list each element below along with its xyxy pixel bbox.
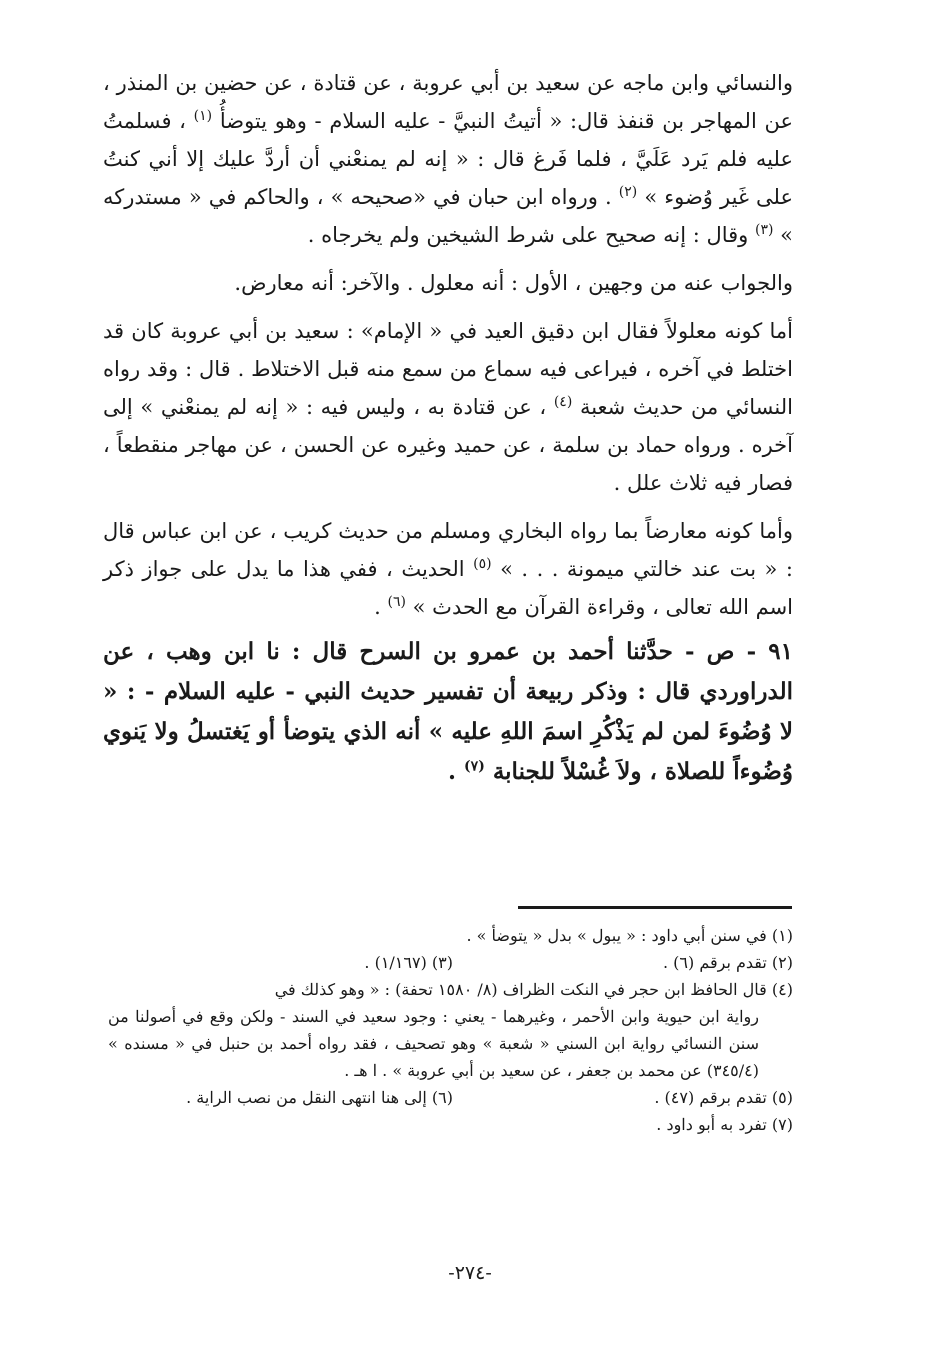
paragraph-1 [103,64,793,254]
footnote-ref-4[interactable]: (٤) [553,394,573,410]
footnote-row-5-6 [108,1084,793,1111]
footnote-4: (٤) قال الحافظ ابن حجر في النكت الظراف (٨/ ١٥٨٠ تحفة) : « وهو كذلك في [274,980,793,999]
paragraph-3 [103,312,793,502]
paragraph-4-text-c: . [374,595,381,619]
paragraph-1-text-a: والنسائي وابن ماجه عن سعيد بن أبي عروبة ، عن قتادة ، عن حضين بن المنذر ، عن المهاجر بن قنفذ قال: « أتيتُ النبيَّ - عليه السلام - وهو يتوضأُ [103,71,793,133]
footnote-1: (١) في سنن أبي داود : « يبول » بدل « يتوضأ » . [466,926,793,945]
footnote-7: (٧) تفرد به أبو داود . [656,1115,793,1134]
paragraph-4-text-a: وأما كونه معارضاً بما رواه البخاري ومسلم من حديث كريب ، عن ابن عباس قال : « بت عند خالتي ميمونة . . . » [103,519,793,581]
paragraph-2: والجواب عنه من وجهين ، الأول : أنه معلول . والآخر: أنه معارض. [234,271,793,295]
page-number: -٢٧٤- [448,1262,492,1284]
footnotes [108,922,793,1138]
main-text [103,64,793,792]
hadith-91 [103,632,793,792]
hadith-text: ٩١ - ص - حدَّثنا أحمد بن عمرو بن السرح قال : نا ابن وهب ، عن الدراوردي قال : وذكر ربيعة أن تفسير حديث النبي - عليه السلام - : « لا وُضُوءَ لمن لم يَذْكُرِ اسمَ اللهِ عليه » أنه الذي يتوضأ أو يَغتسلُ ولا يَنوي وُضُوءاً للصلاة ، ولاَ غُسْلاً للجنابة [103,638,793,785]
footnote-ref-6[interactable]: (٦) [387,594,406,610]
footnote-ref-7[interactable]: (٧) [464,758,485,775]
paragraph-4 [103,512,793,626]
footnote-ref-3[interactable]: (٣) [754,222,774,238]
footnote-divider [518,906,792,909]
footnote-ref-2[interactable]: (٢) [618,184,638,200]
paragraph-1-text-d: وقال : إنه صحيح على شرط الشيخين ولم يخرجاه . [307,223,749,247]
paragraph-3-text-b: ، عن قتادة به ، وليس فيه : « إنه لم يمنعْني » إلى آخره . ورواه حماد بن سلمة ، عن حميد وغيره عن الحسن ، عن مهاجر منقطعاً ، فصار فيه ثلاث علل . [103,395,793,495]
paragraph-1-text-c: . ورواه ابن حبان في «صحيحه » ، والحاكم في « مستدركه » [103,185,793,247]
footnote-ref-5[interactable]: (٥) [473,556,492,572]
paragraph-3-text-a: أما كونه معلولاً فقال ابن دقيق العيد في « الإمام» : سعيد بن أبي عروبة كان قد اختلط في آخره ، فيراعى فيه سماع من سمع منه قبل الاختلاط . قال : وقد رواه النسائي من حديث شعبة [103,319,793,419]
footnote-4-continuation: رواية ابن حيوية وابن الأحمر ، وغيرهما - يعني : وجود سعيد في السند - ولكن وقع في أصولنا من سنن النسائي رواية ابن السني « شعبة » وهو تصحيف ، فقد رواه أحمد بن حنبل في « مسنده » (٣٤٥/٤) عن محمد بن جعفر ، عن سعيد بن أبي عروبة » . ا هـ . [108,1007,760,1080]
footnote-3: (٣) (١/١٦٧) . [364,953,453,972]
footnote-row-2-3 [108,949,793,976]
hadith-end: . [448,758,457,785]
footnote-2: (٢) تقدم برقم (٦) . [662,953,793,972]
footnote-ref-1[interactable]: (١) [193,108,213,124]
paragraph-4-text-b: الحديث ، ففي هذا ما يدل على جواز ذكر اسم الله تعالى ، وقراءة القرآن مع الحدث » [103,557,793,619]
paragraph-1-text-b: ، فسلمتُ عليه فلم يَرد عَلَيَّ ، فلما فَرغ قال : « إنه لم يمنعْني أن أردَّ عليك إلا أني كنتُ على غَير وُضوء » [103,109,793,209]
footnote-5: (٥) تقدم برقم (٤٧) . [654,1088,793,1107]
footnote-6: (٦) إلى هنا انتهى النقل من نصب الراية . [186,1088,453,1107]
